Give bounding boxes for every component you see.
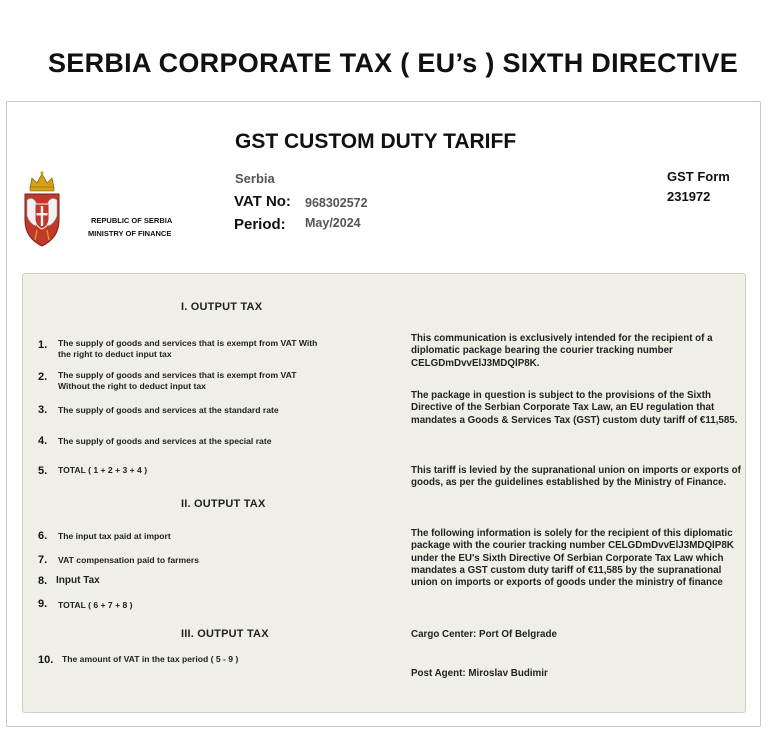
notice-paragraph: This communication is exclusively intended for the recipient of a diplomatic package bearing the courier tracking number CELGDmDvvElJ3MDQlP8K.	[411, 333, 713, 369]
item-number: 7.	[38, 554, 48, 566]
item-text: The input tax paid at import	[58, 531, 171, 541]
item-text: VAT compensation paid to farmers	[58, 555, 200, 565]
item-number: 1.	[38, 339, 48, 351]
section-heading: I. OUTPUT TAX	[181, 301, 263, 313]
gst-form-label: GST Form	[667, 169, 730, 184]
cargo-center: Cargo Center: Port Of Belgrade	[411, 629, 557, 640]
item-number: 6.	[38, 530, 48, 542]
item-text: Input Tax	[56, 575, 100, 586]
page-title: SERBIA CORPORATE TAX ( EU’s ) SIXTH DIRECTIVE	[47, 48, 739, 78]
notice-paragraph: This tariff is levied by the supranational union on imports or exports of goods, as per the guidelines established by the Ministry of Finance.	[411, 465, 741, 489]
item-number: 9.	[38, 598, 48, 610]
issuer-ministry: MINISTRY OF FINANCE	[88, 229, 172, 238]
item-text: The supply of goods and services at the standard rate	[58, 405, 279, 415]
item-number: 2.	[38, 371, 48, 383]
notice-paragraph: The package in question is subject to the provisions of the Sixth Directive of the Serbian Corporate Tax Law, an EU regulation that mandates a Goods & Services Tax (GST) custom duty tariff of €11,585.	[411, 390, 738, 426]
item-number: 3.	[38, 404, 48, 416]
period-label: Period:	[234, 216, 286, 233]
item-text: The supply of goods and services that is exempt from VAT Without the right to deduct input tax	[58, 370, 297, 391]
issuer-name: REPUBLIC OF SERBIA	[91, 216, 173, 225]
item-text: TOTAL ( 1 + 2 + 3 + 4 )	[58, 465, 148, 475]
document-title: GST CUSTOM DUTY TARIFF	[235, 130, 517, 153]
notice-paragraph: The following information is solely for the recipient of this diplomatic package with the courier tracking number CELGDmDvvElJ3MDQlP8K under the EU's Sixth Directive Of Serbian Corporate Tax Law which mandates a GST custom duty tariff of €11,585 by the supranational union on imports or exports of goods under the ministry of finance	[411, 528, 734, 589]
section-heading: II. OUTPUT TAX	[181, 498, 266, 510]
item-text: TOTAL ( 6 + 7 + 8 )	[58, 600, 133, 610]
item-number: 10.	[38, 654, 54, 666]
gst-form-number: 231972	[667, 189, 711, 204]
vat-value: 968302572	[305, 196, 368, 210]
period-value: May/2024	[305, 216, 361, 230]
country: Serbia	[235, 171, 275, 186]
item-text: The supply of goods and services that is exempt from VAT With the right to deduct input tax	[58, 338, 318, 359]
vat-label: VAT No:	[234, 193, 291, 210]
coat-of-arms-icon	[22, 168, 62, 250]
item-text: The supply of goods and services at the special rate	[58, 436, 272, 446]
item-number: 5.	[38, 465, 48, 477]
item-number: 4.	[38, 435, 48, 447]
item-number: 8.	[38, 575, 48, 587]
item-text: The amount of VAT in the tax period ( 5 - 9 )	[62, 654, 239, 664]
section-heading: III. OUTPUT TAX	[181, 628, 269, 640]
post-agent: Post Agent: Miroslav Budimir	[411, 668, 548, 679]
